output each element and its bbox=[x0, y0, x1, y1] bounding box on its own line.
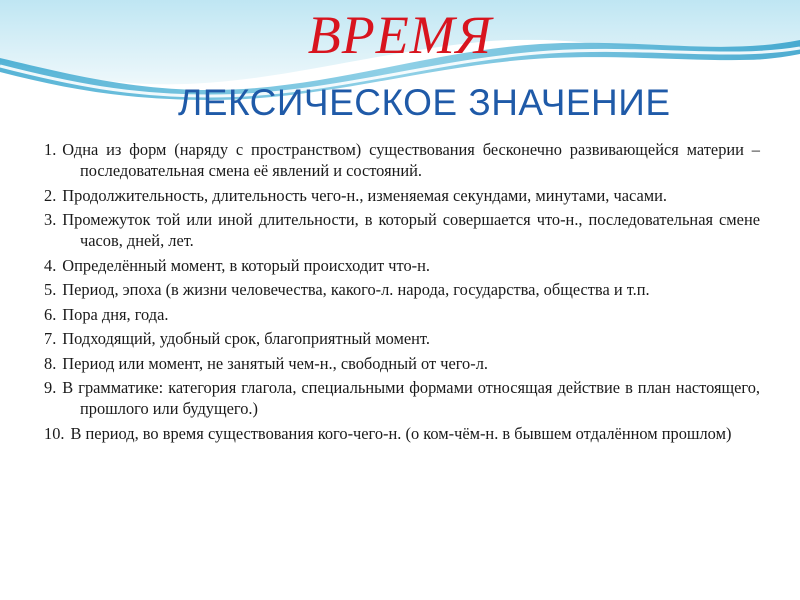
definition-item bbox=[44, 353, 760, 374]
definition-text: Подходящий, удобный срок, благоприятный момент. bbox=[62, 329, 430, 348]
definition-number: 4. bbox=[44, 255, 57, 275]
definition-text: Одна из форм (наряду с пространством) существования бесконечно развивающейся материи – последовательная смена её явлений и состояний. bbox=[62, 140, 760, 180]
definition-text: Определённый момент, в который происходит что-н. bbox=[62, 255, 430, 275]
definition-number: 5. bbox=[44, 280, 57, 299]
definition-item bbox=[44, 279, 760, 300]
slide-title: ВРЕМЯ bbox=[307, 5, 493, 65]
definition-list bbox=[44, 139, 760, 447]
definition-item bbox=[44, 255, 760, 276]
definition-text: Промежуток той или иной длительности, в который совершается что-н., последовательная смене часов, дней, лет. bbox=[62, 210, 760, 250]
definition-text: В грамматике: категория глагола, специальными формами относящая действие в план настоящего, прошлого или будущего.) bbox=[62, 378, 760, 418]
definition-number: 2. bbox=[44, 185, 57, 205]
definition-item bbox=[44, 423, 760, 444]
definition-text: В период, во время существования кого-чего-н. (о ком-чём-н. в бывшем отдалённом прошлом) bbox=[70, 423, 732, 443]
definition-item bbox=[44, 328, 760, 349]
definition-text: Продолжительность, длительность чего-н., изменяемая секундами, минутами, часами. bbox=[62, 185, 667, 205]
definition-text: Период, эпоха (в жизни человечества, какого-л. народа, государства, общества и т.п. bbox=[62, 280, 650, 299]
definition-number: 9. bbox=[44, 378, 57, 397]
definition-number: 1. bbox=[44, 140, 57, 159]
definition-item bbox=[44, 139, 760, 181]
definition-item bbox=[44, 304, 760, 325]
definition-item bbox=[44, 209, 760, 251]
slide-subtitle: ЛЕКСИЧЕСКОЕ ЗНАЧЕНИЕ bbox=[178, 82, 671, 123]
definition-number: 3. bbox=[44, 210, 57, 229]
definition-text: Период или момент, не занятый чем-н., свободный от чего-л. bbox=[62, 353, 488, 373]
definition-number: 7. bbox=[44, 329, 57, 348]
definition-item bbox=[44, 377, 760, 419]
definition-number: 10. bbox=[44, 423, 65, 443]
definition-item bbox=[44, 185, 760, 206]
definition-number: 6. bbox=[44, 304, 57, 324]
definition-number: 8. bbox=[44, 353, 57, 373]
definition-text: Пора дня, года. bbox=[62, 304, 169, 324]
